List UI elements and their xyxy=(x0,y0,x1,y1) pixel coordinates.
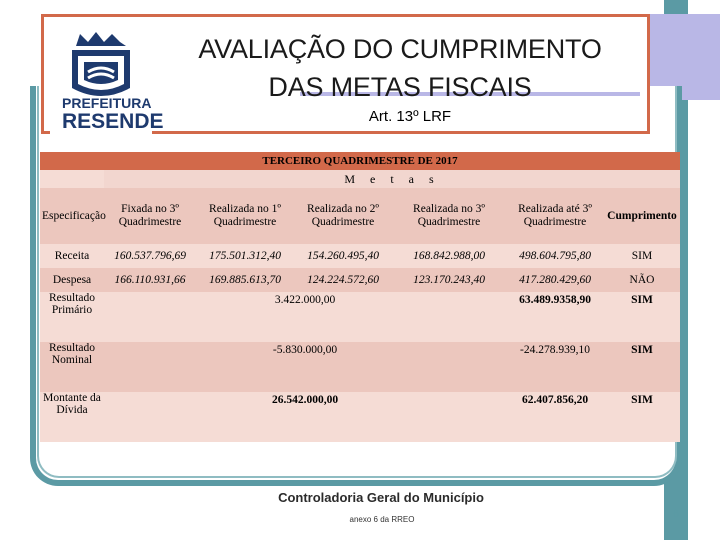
col-header: Especificação xyxy=(40,188,104,244)
cell-q1: 169.885.613,70 xyxy=(196,268,294,292)
cell-ate: 498.604.795,80 xyxy=(506,244,604,268)
logo-line-1: PREFEITURA xyxy=(62,95,152,111)
col-header: Realizada no 2º Quadrimestre xyxy=(294,188,392,244)
footer-subtitle: anexo 6 da RREO xyxy=(349,515,415,524)
row-label: Resultado Primário xyxy=(40,292,104,342)
top-strip xyxy=(0,0,720,14)
table-row xyxy=(40,392,680,442)
col-header: Fixada no 3º Quadrimestre xyxy=(104,188,196,244)
cell-cumprimento: NÃO xyxy=(604,268,680,292)
cell-fixada: 26.542.000,00 xyxy=(104,392,506,442)
cell-cumprimento: SIM xyxy=(604,342,680,392)
cell-fixada: -5.830.000,00 xyxy=(104,342,506,392)
cell-q3: 123.170.243,40 xyxy=(392,268,506,292)
cell-ate: 63.489.9358,90 xyxy=(506,292,604,342)
cell-fixada: 160.537.796,69 xyxy=(104,244,196,268)
col-header: Cumprimento xyxy=(604,188,680,244)
col-header: Realizada no 1º Quadrimestre xyxy=(196,188,294,244)
cell-q3: 168.842.988,00 xyxy=(392,244,506,268)
cell-ate: 62.407.856,20 xyxy=(506,392,604,442)
table-row xyxy=(40,268,680,292)
cell-cumprimento: SIM xyxy=(604,292,680,342)
cell-fixada: 3.422.000,00 xyxy=(104,292,506,342)
prefeitura-resende-logo xyxy=(50,24,164,136)
cell-cumprimento: SIM xyxy=(604,392,680,442)
period-header: TERCEIRO QUADRIMESTRE DE 2017 xyxy=(40,152,680,170)
cell-ate: 417.280.429,60 xyxy=(506,268,604,292)
cell-q2: 154.260.495,40 xyxy=(294,244,392,268)
table-row xyxy=(40,244,680,268)
col-header: Realizada no 3º Quadrimestre xyxy=(392,188,506,244)
logo-line-2: RESENDE xyxy=(62,110,164,133)
cell-cumprimento: SIM xyxy=(604,244,680,268)
row-label: Resultado Nominal xyxy=(40,342,104,392)
page-subtitle: Art. 13º LRF xyxy=(368,108,452,125)
row-label: Despesa xyxy=(40,268,104,292)
page-number: 6 xyxy=(672,508,680,520)
col-header: Realizada até 3º Quadrimestre xyxy=(506,188,604,244)
cell-q1: 175.501.312,40 xyxy=(196,244,294,268)
row-label: Montante da Dívida xyxy=(40,392,104,442)
table-row xyxy=(40,342,680,392)
group-header: M e t a s xyxy=(104,170,680,188)
table-row xyxy=(40,292,680,342)
cell-fixada: 166.110.931,66 xyxy=(104,268,196,292)
row-label: Receita xyxy=(40,244,104,268)
cell-ate: -24.278.939,10 xyxy=(506,342,604,392)
metas-table xyxy=(40,152,680,442)
cell-q2: 124.224.572,60 xyxy=(294,268,392,292)
footer-title: Controladoria Geral do Município xyxy=(278,490,484,505)
page-title: AVALIAÇÃO DO CUMPRIMENTO DAS METAS FISCAIS xyxy=(198,34,602,102)
column-header-row xyxy=(40,188,680,244)
